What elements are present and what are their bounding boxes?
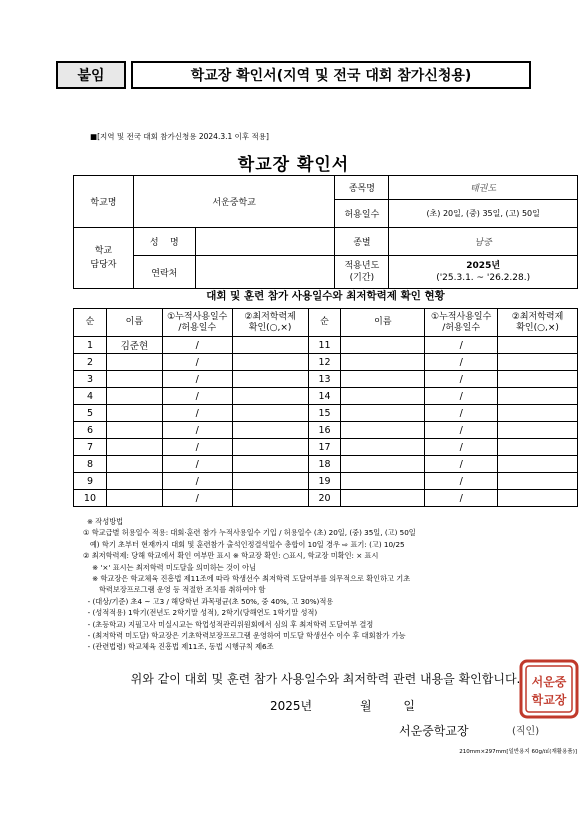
days-used-cell[interactable]: / <box>425 337 498 354</box>
min-grade-check-cell[interactable] <box>498 337 578 354</box>
row-number: 19 <box>308 473 341 490</box>
row-number: 1 <box>74 337 107 354</box>
days-used-cell[interactable]: / <box>162 473 232 490</box>
student-name-cell[interactable] <box>341 337 425 354</box>
days-used-cell[interactable]: / <box>162 388 232 405</box>
row-number: 7 <box>74 439 107 456</box>
method-line: - (성적적용) 1학기(전년도 2학기말 성적), 2학기(당해연도 1학기말 성적) <box>83 608 318 618</box>
days-used-cell[interactable]: / <box>425 473 498 490</box>
student-name-cell[interactable] <box>341 490 425 507</box>
days-used-cell[interactable]: / <box>425 405 498 422</box>
row-number: 2 <box>74 354 107 371</box>
days-used-cell[interactable]: / <box>425 439 498 456</box>
writing-method <box>83 516 583 653</box>
event-label: 종목명 <box>335 176 389 200</box>
row-number: 16 <box>308 422 341 439</box>
row-number: 17 <box>308 439 341 456</box>
days-used-cell[interactable]: / <box>425 422 498 439</box>
paper-size-note: 210mm×297mm[일반용지 60g/㎡(재활용품)] <box>459 749 577 755</box>
principal-role: (직인) <box>512 726 540 737</box>
days-used-cell[interactable]: / <box>162 439 232 456</box>
days-used-cell[interactable]: / <box>162 371 232 388</box>
method-line: - (초등학교) 지필고사 미실시교는 학업성적관리위원회에서 심의 후 최저학력 도달여부 결정 <box>83 619 374 629</box>
days-used-cell[interactable]: / <box>162 456 232 473</box>
method-line: 예) 학기 초부터 현재까지 대회 및 훈련참가 출석인정결석일수 총합이 10일 경우 ⇨ 표기: (고) 10/25 <box>83 539 405 549</box>
student-name-cell[interactable] <box>341 456 425 473</box>
gender-value[interactable]: 남중 <box>389 228 578 256</box>
name-value[interactable] <box>195 228 335 256</box>
svg-text:서운중: 서운중 <box>531 675 567 689</box>
principal-name: 서운중학교장 <box>399 724 469 738</box>
student-name-cell[interactable] <box>106 388 162 405</box>
gender-label: 종별 <box>335 228 389 256</box>
student-name-cell[interactable] <box>106 439 162 456</box>
min-grade-check-cell[interactable] <box>498 439 578 456</box>
method-line: ※ 학교장은 학교체육 진흥법 제11조에 따라 학생선수 최저학력 도달여부를 의무적으로 확인하고 기초 <box>83 574 411 584</box>
min-grade-check-cell[interactable] <box>232 405 308 422</box>
student-name-cell[interactable]: 김준현 <box>106 337 162 354</box>
days-used-cell[interactable]: / <box>162 354 232 371</box>
participant-table <box>73 308 578 507</box>
event-value[interactable]: 태권도 <box>389 176 578 200</box>
days-used-cell[interactable]: / <box>162 490 232 507</box>
name-label: 성 명 <box>133 228 195 256</box>
days-used-cell[interactable]: / <box>425 490 498 507</box>
row-number: 3 <box>74 371 107 388</box>
row-number: 15 <box>308 405 341 422</box>
header-days: ①누적사용일수 /허용일수 <box>162 309 232 337</box>
table-row <box>74 490 578 507</box>
method-line: - (관련법령) 학교체육 진흥법 제11조, 동법 시행규칙 제6조 <box>83 642 274 652</box>
table-row <box>74 337 578 354</box>
row-number: 8 <box>74 456 107 473</box>
header-days: ①누적사용일수 /허용일수 <box>425 309 498 337</box>
manager-label: 학교 담당자 <box>74 228 134 289</box>
year-value: 2025년 <box>466 261 501 271</box>
row-number: 20 <box>308 490 341 507</box>
min-grade-check-cell[interactable] <box>498 405 578 422</box>
attachment-tag: 붙임 <box>56 61 126 89</box>
min-grade-check-cell[interactable] <box>232 337 308 354</box>
header-no: 순 <box>308 309 341 337</box>
min-grade-check-cell[interactable] <box>498 388 578 405</box>
min-grade-check-cell[interactable] <box>498 371 578 388</box>
student-name-cell[interactable] <box>106 354 162 371</box>
confirm-statement: 위와 같이 대회 및 훈련 참가 사용일수와 최저학력 관련 내용을 확인합니다. <box>130 672 521 686</box>
year-label: 적용년도 (기간) <box>335 256 389 289</box>
header-title: 학교장 확인서(지역 및 전국 대회 참가신청용) <box>131 61 531 89</box>
row-number: 11 <box>308 337 341 354</box>
student-name-cell[interactable] <box>341 405 425 422</box>
header-name: 이름 <box>106 309 162 337</box>
student-name-cell[interactable] <box>106 405 162 422</box>
school-seal-stamp <box>519 659 579 719</box>
contact-label: 연락처 <box>133 256 195 289</box>
method-line: 학력보장프로그램 운영 등 적절한 조치를 취하여야 함 <box>83 585 266 595</box>
min-grade-check-cell[interactable] <box>498 354 578 371</box>
method-line: ※ '×' 표시는 최저학력 미도달을 의미하는 것이 아님 <box>83 562 257 572</box>
application-note: ■[지역 및 전국 대회 참가신청용 2024.3.1 이후 적용] <box>90 132 269 141</box>
row-number: 4 <box>74 388 107 405</box>
header-check: ②최저학력제 확인(○,×) <box>232 309 308 337</box>
student-name-cell[interactable] <box>106 456 162 473</box>
min-grade-check-cell[interactable] <box>232 371 308 388</box>
student-name-cell[interactable] <box>106 371 162 388</box>
student-name-cell[interactable] <box>106 473 162 490</box>
min-grade-check-cell[interactable] <box>232 439 308 456</box>
row-number: 10 <box>74 490 107 507</box>
method-line: ② 최저학력제: 당해 학교에서 확인 여부만 표시 ※ 학교장 확인: ○표시, 학교장 미확인: × 표시 <box>83 551 379 561</box>
days-used-cell[interactable]: / <box>162 405 232 422</box>
year-period: ('25.3.1. ~ '26.2.28.) <box>436 273 531 283</box>
student-name-cell[interactable] <box>341 388 425 405</box>
row-number: 14 <box>308 388 341 405</box>
min-grade-check-cell[interactable] <box>232 490 308 507</box>
table-row <box>74 422 578 439</box>
method-line: ① 학교급별 허용일수 적용: 대회·훈련 참가 누적사용일수 기입 / 허용일수 (초) 20일, (중) 35일, (고) 50일 <box>83 528 416 538</box>
student-name-cell[interactable] <box>341 354 425 371</box>
student-name-cell[interactable] <box>341 439 425 456</box>
table-header-row <box>74 309 578 337</box>
min-grade-check-cell[interactable] <box>232 354 308 371</box>
date-month: 월 <box>359 699 372 713</box>
table-row <box>74 371 578 388</box>
row-number: 13 <box>308 371 341 388</box>
method-title: ※ 작성방법 <box>87 517 124 526</box>
days-used-cell[interactable]: / <box>425 371 498 388</box>
row-number: 9 <box>74 473 107 490</box>
min-grade-check-cell[interactable] <box>498 422 578 439</box>
min-grade-check-cell[interactable] <box>232 422 308 439</box>
year-value-cell <box>389 256 578 289</box>
header-name: 이름 <box>341 309 425 337</box>
min-grade-check-cell[interactable] <box>498 490 578 507</box>
contact-value[interactable] <box>195 256 335 289</box>
school-value[interactable]: 서운중학교 <box>133 176 335 228</box>
school-label: 학교명 <box>74 176 134 228</box>
date-year: 2025년 <box>270 699 313 713</box>
table-row <box>74 473 578 490</box>
student-name-cell[interactable] <box>341 422 425 439</box>
student-name-cell[interactable] <box>106 422 162 439</box>
table-row <box>74 439 578 456</box>
min-grade-check-cell[interactable] <box>232 388 308 405</box>
student-name-cell[interactable] <box>341 473 425 490</box>
student-name-cell[interactable] <box>341 371 425 388</box>
row-number: 6 <box>74 422 107 439</box>
days-used-cell[interactable]: / <box>425 354 498 371</box>
row-number: 18 <box>308 456 341 473</box>
days-used-cell[interactable]: / <box>425 456 498 473</box>
date-line <box>270 697 415 714</box>
days-used-cell[interactable]: / <box>162 337 232 354</box>
row-number: 12 <box>308 354 341 371</box>
header-no: 순 <box>74 309 107 337</box>
table-row <box>74 456 578 473</box>
allowed-value: (초) 20일, (중) 35일, (고) 50일 <box>389 200 578 228</box>
days-used-cell[interactable]: / <box>425 388 498 405</box>
method-line: - (대상/기준) 초4 ~ 고3 / 해당학년 과목평균(초 50%, 중 40%, 고 30%)적용 <box>83 596 334 606</box>
header-check: ②최저학력제 확인(○,×) <box>498 309 578 337</box>
min-grade-check-cell[interactable] <box>498 473 578 490</box>
min-grade-check-cell[interactable] <box>232 456 308 473</box>
method-line: - (최저학력 미도달) 학교장은 기초학력보장프로그램 운영하여 미도달 학생선수 이수 후 대회참가 가능 <box>83 631 406 641</box>
student-name-cell[interactable] <box>106 490 162 507</box>
table-row <box>74 405 578 422</box>
info-table <box>73 175 578 289</box>
document-title: 학교장 확인서 <box>237 155 350 175</box>
allowed-label: 허용일수 <box>335 200 389 228</box>
table-row <box>74 354 578 371</box>
section-title: 대회 및 훈련 참가 사용일수와 최저학력제 확인 현황 <box>206 290 445 302</box>
days-used-cell[interactable]: / <box>162 422 232 439</box>
min-grade-check-cell[interactable] <box>498 456 578 473</box>
row-number: 5 <box>74 405 107 422</box>
min-grade-check-cell[interactable] <box>232 473 308 490</box>
date-day: 일 <box>403 699 415 713</box>
table-row <box>74 388 578 405</box>
svg-text:학교장: 학교장 <box>531 693 567 707</box>
